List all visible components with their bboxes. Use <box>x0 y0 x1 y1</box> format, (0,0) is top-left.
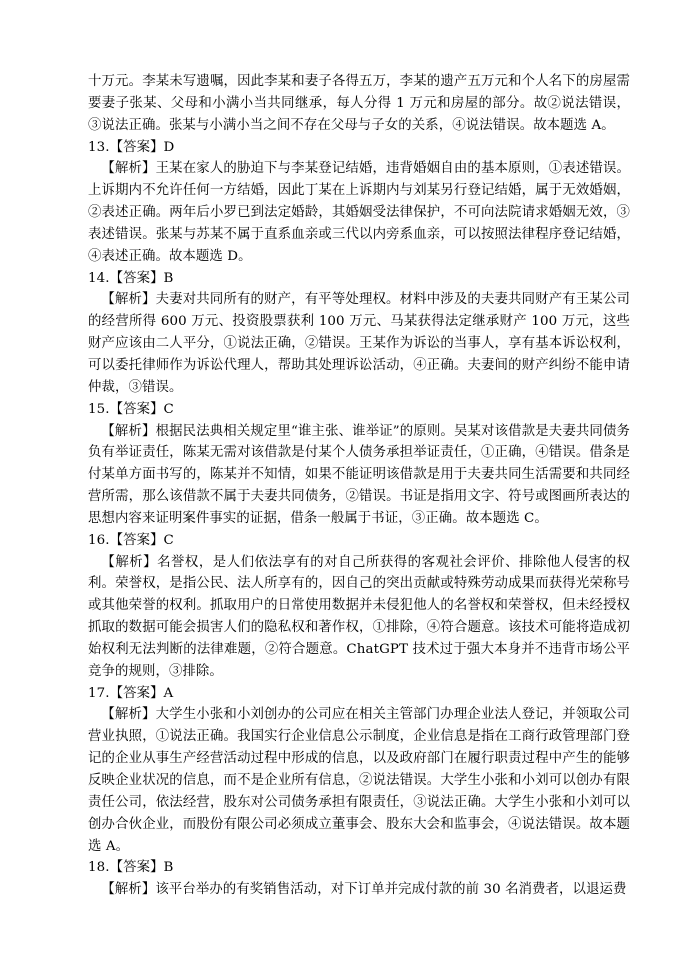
explanation-15: 【解析】根据民法典相关规定里“谁主张、谁举证”的原则。吴某对该借款是夫妻共同债务负有举证责任，陈某无需对该借款是付某个人债务承担举证责任，①正确，④错误。借条是付某单方面书写的，陈某并不知情，如果不能证明该借款是用于夫妻共同生活需要和共同经营所需，那么该借款不属于夫妻共同债务，②错误。书证是指用文字、符号或图画所表达的思想内容来证明案件事实的证据，借条一般属于书证，③正确。故本题选 C。 <box>88 423 630 526</box>
explanation-14: 【解析】夫妻对共同所有的财产，有平等处理权。材料中涉及的夫妻共同财产有王某公司的经营所得 600 万元、投资股票获利 100 万元、马某获得法定继承财产 100 万元，这些财产应该由二人平分，①说法正确，②错误。王某作为诉讼的当事人，享有基本诉讼权利，可以委托律师作为诉讼代理人，帮助其处理诉讼活动，④正确。夫妻间的财产纠纷不能申请仲裁，③错误。 <box>88 292 630 395</box>
document-page <box>88 71 630 901</box>
answer-14: 14.【答案】B <box>88 270 174 286</box>
answer-15: 15.【答案】C <box>88 401 174 417</box>
explanation-17: 【解析】大学生小张和小刘创办的公司应在相关主管部门办理企业法人登记，并领取公司营业执照，①说法正确。我国实行企业信息公示制度，企业信息是指在工商行政管理部门登记的企业从事生产经营活动过程中形成的信息，以及政府部门在履行职责过程中产生的能够反映企业状况的信息，而不是企业所有信息，②说法错误。大学生小张和小刘可以创办有限责任公司，依法经营，股东对公司债务承担有限责任，③说法正确。大学生小张和小刘可以创办合伙企业，而股份有限公司必须成立董事会、股东大会和监事会，④说法错误。故本题选 A。 <box>88 707 630 854</box>
answer-16: 16.【答案】C <box>88 532 174 548</box>
explanation-13: 【解析】王某在家人的胁迫下与李某登记结婚，违背婚姻自由的基本原则，①表述错误。上诉期内不允许任何一方结婚，因此丁某在上诉期内与刘某另行登记结婚，属于无效婚姻，②表述正确。两年后小罗已到法定婚龄，其婚姻受法律保护，不可向法院请求婚姻无效，③表述错误。张某与苏某不属于直系血亲或三代以内旁系血亲，可以按照法律程序登记结婚，④表述正确。故本题选 D。 <box>88 161 630 264</box>
explanation-18: 【解析】该平台举办的有奖销售活动，对下订单并完成付款的前 30 名消费者，以退运费 <box>101 882 627 898</box>
paragraph-continuation: 十万元。李某未写遗嘱，因此李某和妻子各得五万，李某的遗产五万元和个人名下的房屋需要妻子张某、父母和小满小当共同继承，每人分得 1 万元和房屋的部分。故②说法错误，③说法正确。张某与小满小当之间不存在父母与子女的关系，④说法错误。故本题选 A。 <box>88 74 630 133</box>
answer-18: 18.【答案】B <box>88 860 174 876</box>
answer-13: 13.【答案】D <box>88 139 175 155</box>
answer-17: 17.【答案】A <box>88 685 174 701</box>
explanation-16: 【解析】名誉权，是人们依法享有的对自己所获得的客观社会评价、排除他人侵害的权利。荣誉权，是指公民、法人所享有的，因自己的突出贡献或特殊劳动成果而获得光荣称号或其他荣誉的权利。抓取用户的日常使用数据并未侵犯他人的名誉权和荣誉权，但未经授权抓取的数据可能会损害人们的隐私权和著作权，①排除，④符合题意。该技术可能将造成初始权利无法判断的法律难题，②符合题意。ChatGPT 技术过于强大本身并不违背市场公平竞争的规则，③排除。 <box>88 554 630 679</box>
